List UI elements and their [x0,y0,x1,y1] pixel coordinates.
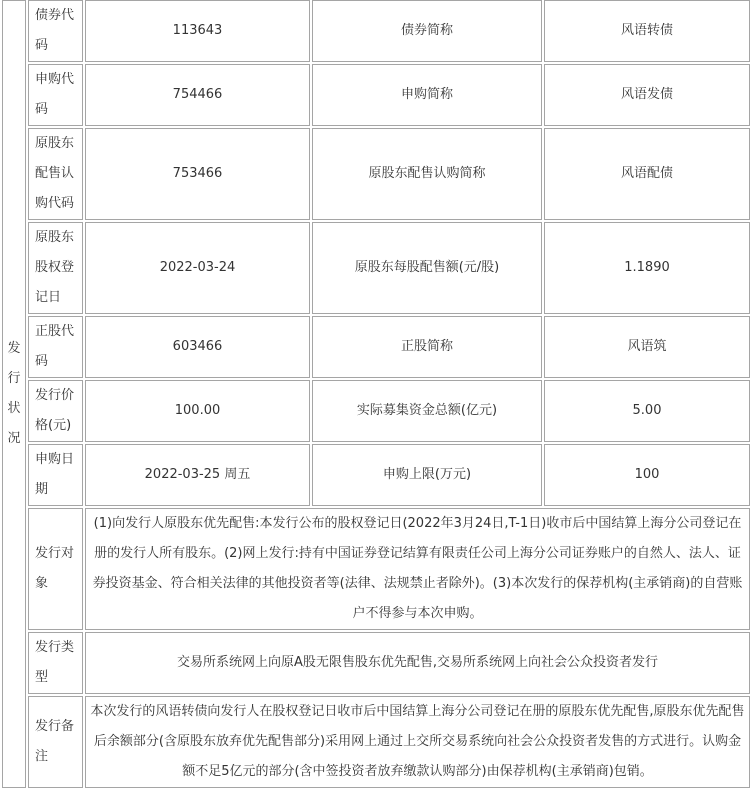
table-row [2,128,750,220]
row-label: 申购日期 [28,444,83,506]
row-key-value: 5.00 [544,380,750,442]
row-label: 申购代码 [28,64,83,126]
table-row [2,222,750,314]
row-key: 原股东配售认购简称 [312,128,542,220]
row-key: 正股简称 [312,316,542,378]
row-key-value: 风语转债 [544,0,750,62]
row-value: 603466 [85,316,310,378]
row-value: 2022-03-25 周五 [85,444,310,506]
side-label-cell [2,0,26,788]
row-key-value: 风语配债 [544,128,750,220]
row-key-value: 风语发债 [544,64,750,126]
row-key: 申购上限(万元) [312,444,542,506]
issue-note-label: 发行备注 [28,696,83,788]
table-row [2,316,750,378]
row-value: 2022-03-24 [85,222,310,314]
row-value: 100.00 [85,380,310,442]
issue-target-text: (1)向发行人原股东优先配售:本发行公布的股权登记日(2022年3月24日,T-1日)收市后中国结算上海分公司登记在册的发行人所有股东。(2)网上发行:持有中国证券登记结算有限责任公司上海分公司证券账户的自然人、法人、证券投资基金、符合相关法律的其他投资者等(法律、法规禁止者除外)。(3)本次发行的保荐机构(主承销商)的自营账户不得参与本次申购。 [85,508,750,630]
table-row [2,64,750,126]
table-row [2,696,750,788]
issue-type-text: 交易所系统网上向原A股无限售股东优先配售,交易所系统网上向社会公众投资者发行 [85,632,750,694]
issue-target-label: 发行对象 [28,508,83,630]
table-row [2,508,750,630]
table-row [2,444,750,506]
table-row [2,632,750,694]
row-value: 754466 [85,64,310,126]
row-key: 债券简称 [312,0,542,62]
row-key-value: 1.1890 [544,222,750,314]
row-key-value: 风语筑 [544,316,750,378]
row-label: 原股东配售认购代码 [28,128,83,220]
side-label: 发行状况 [7,341,21,446]
issue-type-label: 发行类型 [28,632,83,694]
row-label: 债券代码 [28,0,83,62]
row-label: 发行价格(元) [28,380,83,442]
row-key: 实际募集资金总额(亿元) [312,380,542,442]
table-row [2,380,750,442]
row-key: 申购简称 [312,64,542,126]
table-row [2,0,750,62]
row-key: 原股东每股配售额(元/股) [312,222,542,314]
row-value: 753466 [85,128,310,220]
row-value: 113643 [85,0,310,62]
issue-note-text: 本次发行的风语转债向发行人在股权登记日收市后中国结算上海分公司登记在册的原股东优先配售,原股东优先配售后余额部分(含原股东放弃优先配售部分)采用网上通过上交所交易系统向社会公众投资者发售的方式进行。认购金额不足5亿元的部分(含中签投资者放弃缴款认购部分)由保荐机构(主承销商)包销。 [85,696,750,788]
row-key-value: 100 [544,444,750,506]
row-label: 正股代码 [28,316,83,378]
row-label: 原股东股权登记日 [28,222,83,314]
